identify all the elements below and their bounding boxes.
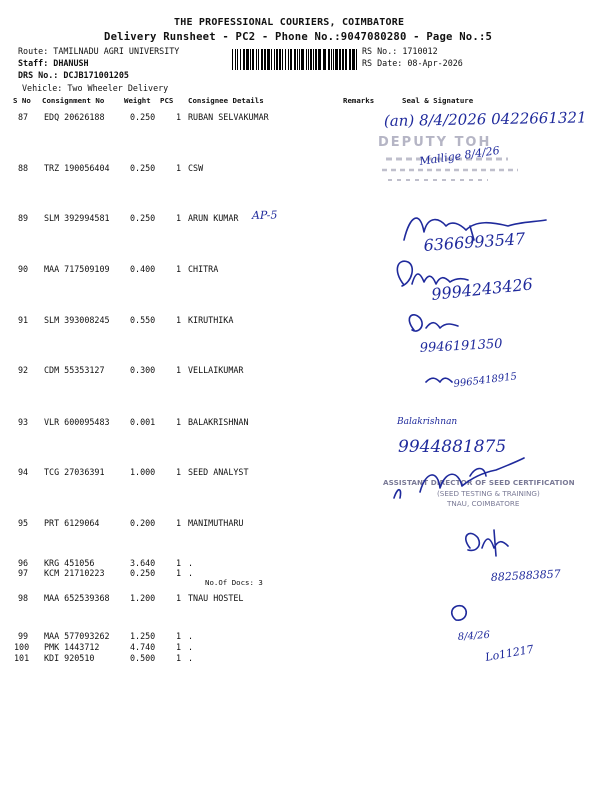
weight-cell: 0.300 [130, 365, 156, 375]
consignment-cell: MAA 652539368 [44, 593, 110, 603]
weight-cell: 0.400 [130, 264, 156, 274]
hw-row93-phone: 9944881875 [398, 437, 507, 457]
col-sno: S No [13, 96, 31, 105]
pcs-cell: 1 [176, 568, 182, 578]
consignment-cell: CDM 55353127 [44, 365, 105, 375]
hw-row92-phone: 9965418915 [453, 371, 518, 390]
pcs-cell: 1 [176, 593, 182, 603]
pcs-cell: 1 [176, 264, 182, 274]
consignment-cell: MAA 717509109 [44, 264, 110, 274]
weight-cell: 3.640 [130, 558, 156, 568]
row94-signature [394, 458, 524, 498]
sno-cell: 94 [18, 467, 29, 477]
row88-stamp-text: DEPUTY TOH [378, 135, 492, 150]
sno-cell: 93 [18, 417, 29, 427]
weight-cell: 0.250 [130, 163, 156, 173]
consignee-cell: . [188, 642, 194, 652]
no-of-docs: No.Of Docs: 3 [205, 578, 263, 587]
weight-cell: 1.200 [130, 593, 156, 603]
consignment-cell: EDQ 20626188 [44, 112, 105, 122]
weight-cell: 1.250 [130, 631, 156, 641]
hw-row89-phone: 6366993547 [422, 228, 526, 255]
consignment-cell: MAA 577093262 [44, 631, 110, 641]
consignment-cell: PMK 1443712 [44, 642, 100, 652]
row99-mark [452, 606, 467, 620]
consignee-cell: MANIMUTHARU [188, 518, 244, 528]
hw-row88-sig: Mallige 8/4/26 [418, 143, 501, 168]
consignee-cell: . [188, 653, 194, 663]
weight-cell: 0.200 [130, 518, 156, 528]
sno-cell: 100 [14, 642, 30, 652]
weight-cell: 0.250 [130, 213, 156, 223]
sno-cell: 95 [18, 518, 29, 528]
weight-cell: 0.250 [130, 112, 156, 122]
col-weight: Weight [124, 96, 151, 105]
sno-cell: 98 [18, 593, 29, 603]
consignee-cell: BALAKRISHNAN [188, 417, 249, 427]
weight-cell: 4.740 [130, 642, 156, 652]
consignment-cell: PRT 6129064 [44, 518, 100, 528]
consignee-cell: VELLAIKUMAR [188, 365, 244, 375]
pcs-cell: 1 [176, 558, 182, 568]
col-consignee: Consignee Details [188, 96, 264, 105]
weight-cell: 0.001 [130, 417, 156, 427]
consignment-cell: TCG 27036391 [44, 467, 105, 477]
pcs-cell: 1 [176, 365, 182, 375]
pcs-cell: 1 [176, 163, 182, 173]
consignment-cell: SLM 392994581 [44, 213, 110, 223]
sno-cell: 96 [18, 558, 29, 568]
weight-cell: 1.000 [130, 467, 156, 477]
pcs-cell: 1 [176, 631, 182, 641]
route-label: Route: TAMILNADU AGRI UNIVERSITY [18, 46, 180, 56]
pcs-cell: 1 [176, 213, 182, 223]
pcs-cell: 1 [176, 642, 182, 652]
row95-signature [466, 530, 508, 556]
consignee-cell: . [188, 631, 194, 641]
pcs-cell: 1 [176, 653, 182, 663]
sno-cell: 91 [18, 315, 29, 325]
weight-cell: 0.250 [130, 568, 156, 578]
consignee-cell: TNAU HOSTEL [188, 593, 244, 603]
sno-cell: 89 [18, 213, 29, 223]
hw-ap-note: AP-5 [251, 208, 278, 222]
row94-stamp-line3: TNAU, COIMBATORE [447, 499, 520, 508]
staff-label: Staff: DHANUSH [18, 58, 89, 68]
hw-row91-phone: 9946191350 [419, 336, 503, 356]
consignment-cell: SLM 393008245 [44, 315, 110, 325]
sno-cell: 97 [18, 568, 29, 578]
consignee-cell: RUBAN SELVAKUMAR [188, 112, 269, 122]
rs-no-label: RS No.: 1710012 [362, 46, 438, 56]
row94-stamp-line2: (SEED TESTING & TRAINING) [437, 489, 540, 498]
consignee-cell: . [188, 568, 194, 578]
consignee-cell: CSW [188, 163, 204, 173]
weight-cell: 0.500 [130, 653, 156, 663]
consignment-cell: KDI 920510 [44, 653, 95, 663]
col-seal: Seal & Signature [402, 96, 474, 105]
col-remarks: Remarks [343, 96, 375, 105]
consignment-cell: VLR 600095483 [44, 417, 110, 427]
hw-row99-note: Lo11217 [484, 642, 535, 664]
consignment-cell: TRZ 190056404 [44, 163, 110, 173]
row94-stamp-line1: ASSISTANT DIRECTOR OF SEED CERTIFICATION [383, 478, 575, 487]
hw-row90-phone: 9994243426 [430, 274, 534, 304]
runsheet-line: Delivery Runsheet - PC2 - Phone No.:9047080280 - Page No.:5 [104, 31, 493, 43]
col-pcs: PCS [160, 96, 174, 105]
rs-date-label: RS Date: 08-Apr-2026 [362, 58, 463, 68]
drs-label: DRS No.: DCJB171001205 [18, 70, 129, 80]
col-consignment: Consignment No [42, 96, 105, 105]
sno-cell: 87 [18, 112, 29, 122]
vehicle-label: Vehicle: Two Wheeler Delivery [22, 83, 169, 93]
weight-cell: 0.550 [130, 315, 156, 325]
sno-cell: 88 [18, 163, 29, 173]
consignee-cell: CHITRA [188, 264, 219, 274]
consignee-cell: . [188, 558, 194, 568]
pcs-cell: 1 [176, 417, 182, 427]
sno-cell: 99 [18, 631, 29, 641]
pcs-cell: 1 [176, 518, 182, 528]
hw-row99-date: 8/4/26 [457, 629, 491, 643]
pcs-cell: 1 [176, 467, 182, 477]
pcs-cell: 1 [176, 315, 182, 325]
consignee-cell: ARUN KUMAR [188, 213, 239, 223]
consignee-cell: KIRUTHIKA [188, 315, 234, 325]
row91-signature [409, 315, 458, 331]
sno-cell: 101 [14, 653, 30, 663]
sno-cell: 90 [18, 264, 29, 274]
hw-row95-phone: 8825883857 [490, 567, 562, 584]
consignment-cell: KRG 451056 [44, 558, 95, 568]
sno-cell: 92 [18, 365, 29, 375]
company-title: THE PROFESSIONAL COURIERS, COIMBATORE [174, 17, 405, 28]
row92-signature [426, 378, 452, 382]
consignment-cell: KCM 21710223 [44, 568, 105, 578]
hw-row87: (an) 8/4/2026 0422661321 [383, 108, 587, 130]
consignee-cell: SEED ANALYST [188, 467, 249, 477]
pcs-cell: 1 [176, 112, 182, 122]
hw-row93-name: Balakrishnan [397, 417, 458, 427]
